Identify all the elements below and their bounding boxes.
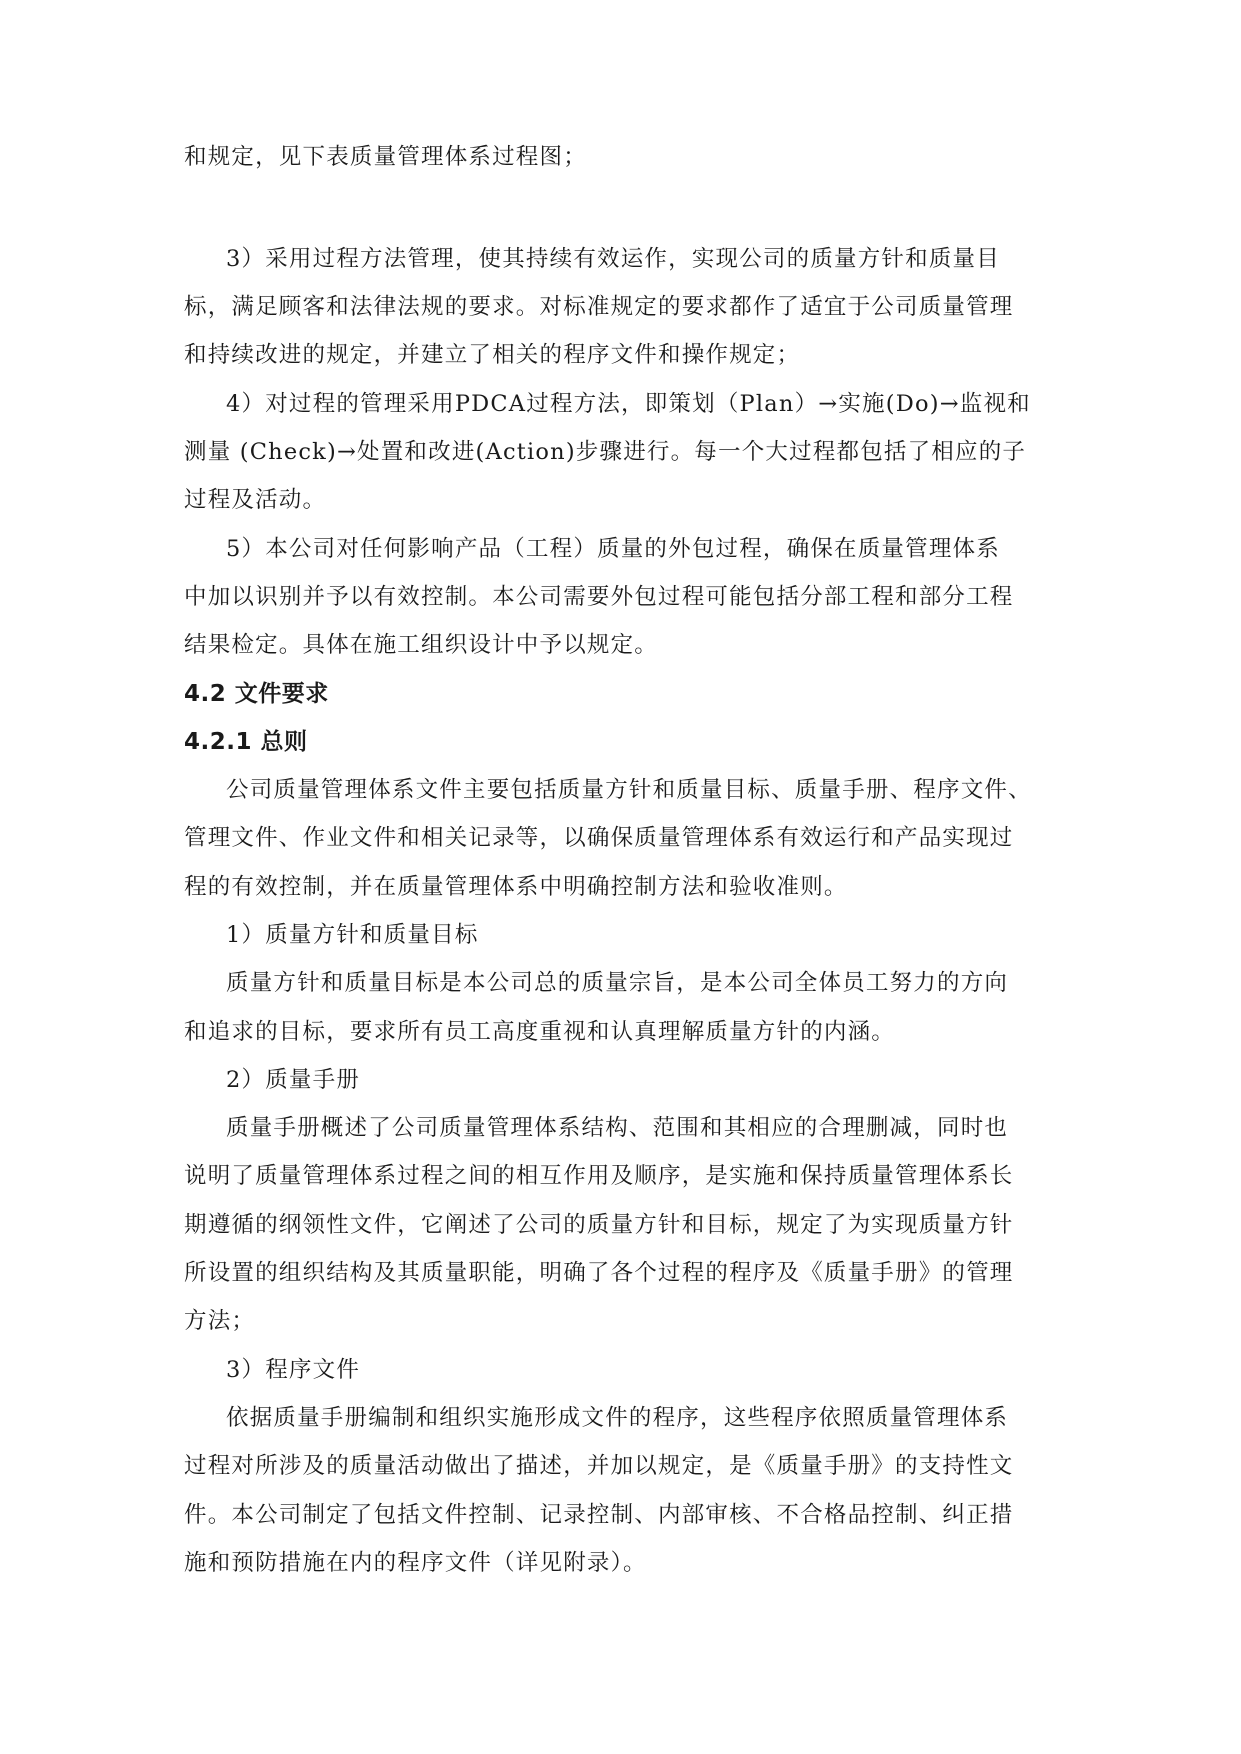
paragraph-line: 和追求的目标，要求所有员工高度重视和认真理解质量方针的内涵。 xyxy=(184,1019,896,1045)
paragraph-line: 质量方针和质量目标是本公司总的质量宗旨，是本公司全体员工努力的方向 xyxy=(226,970,1009,996)
paragraph-line: 结果检定。具体在施工组织设计中予以规定。 xyxy=(184,632,659,658)
paragraph-line: 依据质量手册编制和组织实施形成文件的程序，这些程序依照质量管理体系 xyxy=(226,1405,1009,1431)
paragraph-line: 程的有效控制，并在质量管理体系中明确控制方法和验收准则。 xyxy=(184,874,848,900)
paragraph-line: 4）对过程的管理采用PDCA过程方法，即策划（Plan）→实施(Do)→监视和 xyxy=(226,391,1031,417)
list-item-heading: 3）程序文件 xyxy=(226,1357,361,1383)
paragraph-line: 质量手册概述了公司质量管理体系结构、范围和其相应的合理删减，同时也 xyxy=(226,1115,1009,1141)
paragraph-line: 5）本公司对任何影响产品（工程）质量的外包过程，确保在质量管理体系 xyxy=(226,536,1000,562)
paragraph-line: 方法； xyxy=(184,1308,256,1334)
paragraph-line: 3）采用过程方法管理，使其持续有效运作，实现公司的质量方针和质量目 xyxy=(226,246,1000,272)
paragraph-line: 说明了质量管理体系过程之间的相互作用及顺序，是实施和保持质量管理体系长 xyxy=(184,1163,1014,1189)
paragraph-line: 管理文件、作业文件和相关记录等，以确保质量管理体系有效运行和产品实现过 xyxy=(184,825,1014,851)
list-item-heading: 1）质量方针和质量目标 xyxy=(226,922,479,948)
paragraph-line: 标，满足顾客和法律法规的要求。对标准规定的要求都作了适宜于公司质量管理 xyxy=(184,294,1014,320)
paragraph-line: 中加以识别并予以有效控制。本公司需要外包过程可能包括分部工程和部分工程 xyxy=(184,584,1014,610)
paragraph-line: 过程对所涉及的质量活动做出了描述，并加以规定，是《质量手册》的支持性文 xyxy=(184,1453,1014,1479)
paragraph-line: 和规定，见下表质量管理体系过程图； xyxy=(184,144,587,170)
paragraph-line: 施和预防措施在内的程序文件（详见附录）。 xyxy=(184,1550,647,1576)
list-item-heading: 2）质量手册 xyxy=(226,1067,361,1093)
paragraph-line: 期遵循的纲领性文件，它阐述了公司的质量方针和目标，规定了为实现质量方针 xyxy=(184,1212,1014,1238)
section-heading: 4.2 文件要求 xyxy=(184,681,329,707)
subsection-heading: 4.2.1 总则 xyxy=(184,729,308,755)
paragraph-line: 所设置的组织结构及其质量职能，明确了各个过程的程序及《质量手册》的管理 xyxy=(184,1260,1014,1286)
paragraph-line: 和持续改进的规定，并建立了相关的程序文件和操作规定； xyxy=(184,342,801,368)
paragraph-line: 测量 (Check)→处置和改进(Action)步骤进行。每一个大过程都包括了相应的子 xyxy=(184,439,1027,465)
paragraph-line: 过程及活动。 xyxy=(184,487,327,513)
paragraph-line: 公司质量管理体系文件主要包括质量方针和质量目标、质量手册、程序文件、 xyxy=(226,777,1032,803)
paragraph-line: 件。本公司制定了包括文件控制、记录控制、内部审核、不合格品控制、纠正措 xyxy=(184,1502,1014,1528)
